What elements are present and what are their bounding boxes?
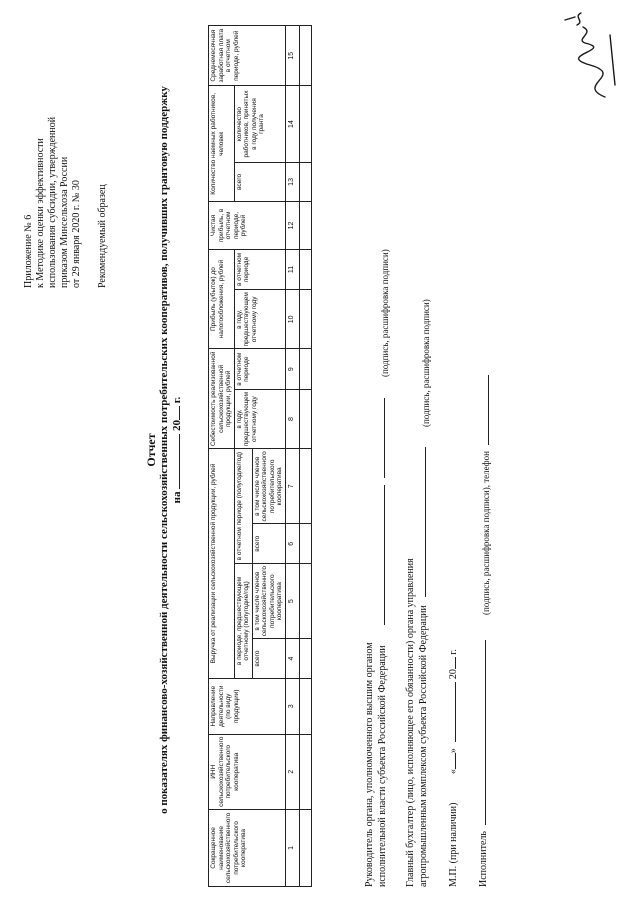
- header-hired-total: всего: [234, 162, 285, 202]
- column-number: 14: [285, 86, 299, 162]
- column-number: 2: [285, 734, 299, 809]
- column-number: 8: [285, 389, 299, 448]
- header-profit-curr: в отчетном периоде: [234, 249, 285, 290]
- header-cost-curr: в отчетном периоде: [234, 349, 285, 390]
- executor-caption: (подпись, расшифровка подписи), телефон: [481, 375, 491, 615]
- head-signature-caption: (подпись, расшифровка подписи): [380, 249, 390, 377]
- approval-line: к Методике оценки эффективности: [35, 138, 46, 288]
- head-signature-line2: исполнительной власти субъекта Российской Федерации: [377, 398, 389, 887]
- column-number: 6: [285, 524, 299, 564]
- header-profit: Прибыль (убыток) до налогообложения, рублей: [209, 249, 235, 349]
- accountant-signature-line2: агропромышленным комплексом субъекта Российской Федерации: [418, 447, 430, 887]
- header-revenue-prev-total: всего: [252, 639, 285, 679]
- column-number: 4: [285, 639, 299, 679]
- approval-line: от 29 января 2020 г. № 30: [71, 180, 82, 288]
- column-number: 1: [285, 809, 299, 886]
- header-hired-grant: количество работников, принятых в году получения гранта: [234, 86, 285, 162]
- report-title: [145, 55, 184, 845]
- stamp-date-line: М.П. (при наличии) «» 20 г.: [448, 649, 459, 887]
- title-subject: о показателях финансово-хозяйственной деятельности сельскохозяйственных потребительских кооперативов, получивших грантовую поддержку: [158, 86, 170, 814]
- header-name: Сокращенное наименование сельскохозяйственного потребительского кооператива: [209, 809, 286, 886]
- header-revenue-prev-members: в том числе членов сельскохозяйственного потребительского кооператива: [252, 564, 285, 639]
- column-number: 7: [285, 449, 299, 524]
- header-revenue: Выручка от реализации сельскохозяйственной продукции, рублей: [209, 449, 235, 679]
- column-number: 9: [285, 349, 299, 390]
- recommended-sample: Рекомендуемый образец: [97, 184, 108, 288]
- approval-line: приказом Минсельхоза России: [59, 156, 70, 288]
- title-word: Отчет: [144, 433, 158, 467]
- header-revenue-curr-members: в том числе членов сельскохозяйственного потребительского кооператива: [252, 449, 285, 524]
- header-net-profit: Чистая прибыль, в отчетном периоде, рублей: [209, 202, 286, 249]
- column-number: 12: [285, 202, 299, 249]
- column-number: 3: [285, 678, 299, 734]
- accountant-signature-line1: Главный бухгалтер (лицо, исполняющее его обязанности) органа управления: [405, 558, 416, 887]
- empty-data-row: [299, 26, 311, 887]
- accountant-signature-caption: (подпись, расшифровка подписи): [421, 299, 431, 427]
- header-revenue-curr: в отчетном периоде (полугодие/год): [234, 449, 252, 564]
- header-cost: Себестоимость реализованной сельскохозяйственной продукции, рублей: [209, 349, 235, 449]
- column-numbers-row: [285, 26, 299, 887]
- report-table: [208, 25, 312, 887]
- header-salary: Среднемесячная заработная плата в отчетном периоде, рублей: [209, 26, 286, 86]
- header-revenue-curr-total: всего: [252, 524, 285, 564]
- header-cost-prev: в году, предшествующем отчетному году: [234, 389, 285, 448]
- approval-block: [23, 43, 109, 288]
- column-number: 10: [285, 290, 299, 349]
- approval-line: использования субсидии, утвержденной: [47, 116, 58, 288]
- header-inn: ИНН сельскохозяйственного потребительского кооператива: [209, 734, 286, 809]
- column-number: 15: [285, 26, 299, 86]
- executor-line: Исполнитель: [478, 640, 490, 887]
- approval-line: Приложение № 6: [23, 214, 34, 288]
- header-direction: Направление деятельности (по виду продукции): [209, 678, 286, 734]
- column-number: 11: [285, 249, 299, 290]
- header-row-1: [209, 26, 235, 887]
- header-revenue-prev: в периоде, предшествующем отчетному (полугодие/год): [234, 564, 252, 679]
- header-hired: Количество наемных работников, человек: [209, 86, 235, 202]
- title-period: на 20 г.: [171, 396, 183, 504]
- handwritten-signature: [555, 5, 635, 105]
- header-profit-prev: в году, предшествующем отчетному году: [234, 290, 285, 349]
- column-number: 5: [285, 564, 299, 639]
- column-number: 13: [285, 162, 299, 202]
- head-signature-line1: Руководитель органа, уполномоченного высшим органом: [364, 642, 375, 887]
